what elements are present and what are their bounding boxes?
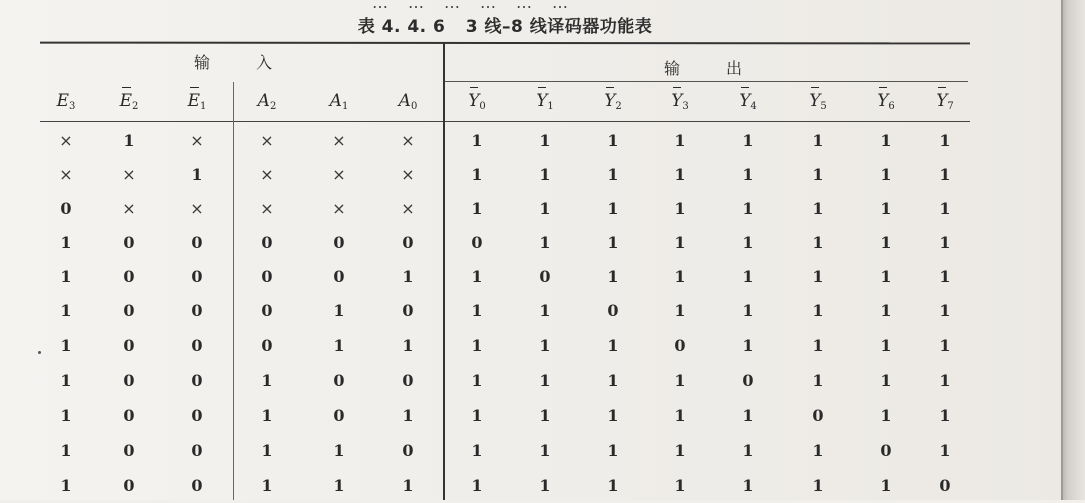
table-cell: 1 — [261, 371, 273, 390]
table-cell: 1 — [539, 301, 551, 320]
table-cell: 1 — [880, 301, 892, 320]
table-cell: × — [59, 165, 73, 184]
table-row — [0, 158, 1000, 192]
table-cell: × — [260, 199, 274, 218]
table-cell: × — [332, 131, 346, 150]
column-symbol: E — [188, 86, 200, 116]
table-cell: 1 — [939, 301, 951, 320]
column-header-e1 — [167, 86, 227, 122]
table-cell: 1 — [60, 233, 72, 252]
table-cell: 1 — [402, 406, 414, 425]
table-row — [0, 294, 1000, 328]
table-cell: × — [122, 165, 136, 184]
column-symbol: Y — [739, 86, 750, 116]
margin-dot — [38, 351, 41, 354]
table-cell: 1 — [402, 476, 414, 495]
table-cell: 1 — [674, 301, 686, 320]
table-cell: 1 — [674, 476, 686, 495]
table-cell: 1 — [471, 336, 483, 355]
table-cell: 1 — [333, 476, 345, 495]
inputs-label-char-1: 输 — [194, 53, 211, 72]
column-subscript: 6 — [888, 101, 895, 112]
table-cell: 1 — [880, 267, 892, 286]
table-cell: 1 — [812, 476, 824, 495]
table-cell: 1 — [607, 199, 619, 218]
table-cell: 1 — [607, 441, 619, 460]
table-cell: 0 — [191, 476, 203, 495]
table-cell: 0 — [191, 301, 203, 320]
table-cell: 1 — [880, 131, 892, 150]
table-cell: 0 — [471, 233, 483, 252]
table-cell: 0 — [123, 371, 135, 390]
table-cell: 1 — [939, 199, 951, 218]
table-cell: 1 — [333, 301, 345, 320]
table-cell: 1 — [607, 233, 619, 252]
table-cell: 1 — [812, 336, 824, 355]
table-cell: 1 — [402, 267, 414, 286]
table-cell: 1 — [939, 267, 951, 286]
table-cell: 0 — [674, 336, 686, 355]
table-cell: 1 — [674, 406, 686, 425]
clipped-previous-line: … … … … … … — [372, 0, 571, 12]
column-subscript: 7 — [947, 101, 954, 112]
table-cell: 0 — [60, 199, 72, 218]
table-row — [0, 399, 1000, 433]
table-cell: 1 — [539, 406, 551, 425]
table-cell: 1 — [880, 476, 892, 495]
table-cell: 1 — [812, 371, 824, 390]
table-cell: 1 — [471, 301, 483, 320]
table-cell: 1 — [674, 199, 686, 218]
column-symbol: Y — [604, 86, 615, 116]
table-cell: 1 — [880, 199, 892, 218]
table-cell: 1 — [607, 406, 619, 425]
column-subscript: 2 — [269, 101, 277, 112]
table-title: 3 线–8 线译码器功能表 — [465, 17, 653, 37]
table-row — [0, 260, 1000, 294]
table-cell: 1 — [607, 165, 619, 184]
table-cell: 1 — [674, 371, 686, 390]
table-cell: × — [190, 131, 204, 150]
table-cell: 1 — [812, 267, 824, 286]
table-cell: 1 — [539, 199, 551, 218]
table-cell: 0 — [607, 301, 619, 320]
table-cell: 1 — [539, 165, 551, 184]
column-header-a1 — [309, 86, 369, 122]
outputs-group-header — [664, 56, 742, 79]
table-cell: × — [401, 131, 415, 150]
table-cell: 1 — [880, 336, 892, 355]
column-symbol: Y — [809, 86, 820, 116]
table-cell: 1 — [880, 371, 892, 390]
column-subscript: 0 — [410, 101, 418, 112]
table-cell: 0 — [123, 476, 135, 495]
column-symbol: Y — [468, 86, 479, 116]
column-subscript: 3 — [69, 101, 76, 112]
table-cell: 1 — [939, 131, 951, 150]
table-cell: 0 — [333, 267, 345, 286]
table-cell: 1 — [471, 165, 483, 184]
table-cell: 1 — [742, 406, 754, 425]
table-cell: × — [401, 199, 415, 218]
column-symbol: Y — [936, 86, 947, 116]
page-edge-shadow — [1062, 0, 1085, 500]
column-header-a2 — [237, 86, 297, 122]
table-cell: 1 — [607, 131, 619, 150]
table-cell: 1 — [742, 336, 754, 355]
column-symbol: A — [398, 91, 411, 111]
table-cell: 0 — [402, 371, 414, 390]
table-cell: 1 — [539, 233, 551, 252]
column-subscript: 0 — [479, 101, 486, 112]
table-cell: 1 — [607, 371, 619, 390]
table-cell: × — [260, 131, 274, 150]
column-header-y3 — [650, 86, 710, 122]
table-cell: 1 — [674, 267, 686, 286]
table-cell: 1 — [742, 199, 754, 218]
table-cell: 1 — [742, 441, 754, 460]
table-cell: × — [401, 165, 415, 184]
column-symbol: A — [257, 91, 270, 111]
table-cell: 1 — [674, 131, 686, 150]
column-symbol: Y — [671, 86, 682, 116]
table-row — [0, 226, 1000, 260]
table-cell: 0 — [191, 406, 203, 425]
table-cell: × — [260, 165, 274, 184]
table-cell: 0 — [261, 301, 273, 320]
table-cell: 0 — [939, 476, 951, 495]
column-symbol: E — [56, 91, 70, 111]
table-cell: 0 — [539, 267, 551, 286]
table-cell: 0 — [191, 441, 203, 460]
table-cell: 1 — [539, 131, 551, 150]
table-cell: 1 — [333, 336, 345, 355]
table-cell: 0 — [123, 406, 135, 425]
table-cell: 1 — [60, 476, 72, 495]
column-header-e3 — [36, 86, 96, 122]
table-cell: 1 — [880, 165, 892, 184]
table-cell: 0 — [261, 233, 273, 252]
table-cell: 0 — [402, 233, 414, 252]
table-cell: 0 — [123, 336, 135, 355]
table-cell: 0 — [123, 267, 135, 286]
table-cell: × — [332, 199, 346, 218]
table-cell: 1 — [674, 233, 686, 252]
table-cell: 1 — [939, 233, 951, 252]
table-cell: 1 — [742, 301, 754, 320]
page-edge-line — [1061, 0, 1063, 500]
table-cell: 0 — [333, 233, 345, 252]
table-cell: 1 — [60, 336, 72, 355]
table-cell: × — [332, 165, 346, 184]
table-cell: 0 — [880, 441, 892, 460]
output-group-rule — [443, 81, 968, 82]
table-row — [0, 192, 1000, 226]
table-cell: 1 — [939, 406, 951, 425]
table-cell: 1 — [261, 476, 273, 495]
column-header-y4 — [718, 86, 778, 122]
table-cell: 1 — [812, 131, 824, 150]
table-cell: 1 — [880, 233, 892, 252]
table-cell: 0 — [742, 371, 754, 390]
outputs-label-char-2: 出 — [726, 59, 743, 78]
table-cell: 1 — [939, 441, 951, 460]
table-cell: × — [122, 199, 136, 218]
table-cell: 0 — [123, 441, 135, 460]
table-cell: × — [59, 131, 73, 150]
table-cell: 1 — [60, 301, 72, 320]
column-subscript: 2 — [615, 101, 622, 112]
column-header-y0 — [447, 86, 507, 122]
table-cell: 1 — [471, 131, 483, 150]
table-cell: 1 — [471, 199, 483, 218]
table-cell: 1 — [471, 406, 483, 425]
table-cell: 0 — [402, 441, 414, 460]
table-cell: 1 — [742, 131, 754, 150]
table-cell: 1 — [60, 371, 72, 390]
table-cell: 1 — [939, 371, 951, 390]
table-cell: 1 — [333, 441, 345, 460]
table-row — [0, 434, 1000, 468]
table-row — [0, 124, 1000, 158]
column-header-y1 — [515, 86, 575, 122]
column-subscript: 1 — [341, 101, 349, 112]
table-cell: 1 — [880, 406, 892, 425]
table-cell: 1 — [60, 406, 72, 425]
table-cell: 1 — [812, 199, 824, 218]
table-cell: 0 — [261, 336, 273, 355]
inputs-label-char-2: 入 — [256, 53, 273, 72]
table-cell: 0 — [191, 267, 203, 286]
column-header-y7 — [915, 86, 975, 122]
column-symbol: Y — [877, 86, 888, 116]
table-cell: 1 — [742, 233, 754, 252]
table-cell: 1 — [812, 301, 824, 320]
table-cell: 0 — [191, 233, 203, 252]
table-cell: 0 — [333, 371, 345, 390]
table-cell: 0 — [123, 301, 135, 320]
table-cell: 1 — [607, 476, 619, 495]
column-subscript: 4 — [750, 101, 757, 112]
column-subscript: 1 — [547, 101, 554, 112]
table-cell: 0 — [123, 233, 135, 252]
column-symbol: A — [329, 91, 342, 111]
table-cell: 1 — [539, 476, 551, 495]
table-cell: 1 — [939, 336, 951, 355]
column-header-a0 — [378, 86, 438, 122]
table-cell: 1 — [539, 371, 551, 390]
column-header-y6 — [856, 86, 916, 122]
column-symbol: E — [120, 86, 132, 116]
column-subscript: 2 — [132, 101, 139, 112]
column-subscript: 5 — [820, 101, 827, 112]
table-cell: 0 — [333, 406, 345, 425]
table-cell: 1 — [471, 441, 483, 460]
table-cell: 1 — [939, 165, 951, 184]
table-number: 表 4. 4. 6 — [357, 17, 446, 37]
table-cell: × — [190, 199, 204, 218]
table-cell: 1 — [674, 165, 686, 184]
table-cell: 1 — [123, 131, 135, 150]
column-subscript: 3 — [682, 101, 689, 112]
table-cell: 1 — [471, 267, 483, 286]
table-cell: 1 — [812, 165, 824, 184]
table-cell: 1 — [60, 441, 72, 460]
table-cell: 1 — [539, 441, 551, 460]
table-cell: 1 — [471, 476, 483, 495]
column-header-y5 — [788, 86, 848, 122]
column-header-e2 — [99, 86, 159, 122]
table-cell: 1 — [261, 406, 273, 425]
table-cell: 1 — [607, 336, 619, 355]
table-cell: 1 — [742, 165, 754, 184]
column-header-y2 — [583, 86, 643, 122]
table-cell: 1 — [812, 233, 824, 252]
inputs-group-header — [194, 50, 272, 73]
table-cell: 0 — [812, 406, 824, 425]
table-row — [0, 469, 1000, 503]
table-cell: 0 — [191, 371, 203, 390]
table-cell: 1 — [60, 267, 72, 286]
outputs-label-char-1: 输 — [664, 59, 681, 78]
table-cell: 1 — [607, 267, 619, 286]
table-cell: 1 — [742, 267, 754, 286]
table-cell: 0 — [191, 336, 203, 355]
table-caption — [0, 12, 1010, 37]
table-cell: 1 — [539, 336, 551, 355]
table-cell: 1 — [812, 441, 824, 460]
table-cell: 1 — [471, 371, 483, 390]
table-row — [0, 329, 1000, 363]
table-row — [0, 364, 1000, 398]
table-cell: 1 — [742, 476, 754, 495]
table-cell: 1 — [674, 441, 686, 460]
table-cell: 1 — [191, 165, 203, 184]
column-subscript: 1 — [200, 101, 207, 112]
column-symbol: Y — [536, 86, 547, 116]
table-cell: 1 — [402, 336, 414, 355]
table-cell: 1 — [261, 441, 273, 460]
table-cell: 0 — [402, 301, 414, 320]
table-cell: 0 — [261, 267, 273, 286]
